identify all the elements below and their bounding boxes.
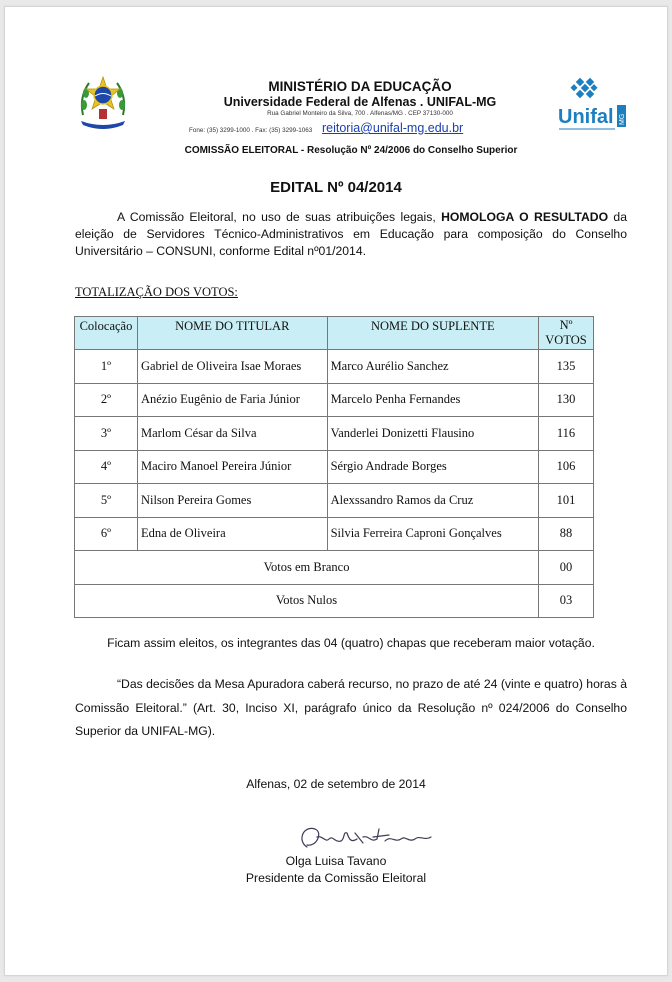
cell-position: 2º: [75, 383, 138, 417]
cell-titular: Anézio Eugênio de Faria Júnior: [137, 383, 327, 417]
header-votes-line2: VOTOS: [545, 333, 587, 347]
cell-votes: 101: [539, 484, 594, 518]
table-header-row: [75, 317, 594, 350]
cell-votes: 116: [539, 417, 594, 451]
unifal-logo-icon: [557, 77, 629, 133]
header-votes: [539, 317, 594, 350]
cell-suplente: Alexssandro Ramos da Cruz: [327, 484, 538, 518]
blank-votes-count: 00: [539, 551, 594, 585]
table-row: [75, 383, 594, 417]
table-row: [75, 417, 594, 451]
brazil-coat-of-arms-icon: [77, 75, 129, 131]
header-titular: NOME DO TITULAR: [137, 317, 327, 350]
table-row: [75, 517, 594, 551]
contact-line: [189, 121, 529, 135]
phone-numbers: Fone: (35) 3299-1000 . Fax: (35) 3299-1063: [189, 127, 313, 134]
email-link[interactable]: reitoria@unifal-mg.edu.br: [321, 121, 464, 135]
cell-votes: 106: [539, 450, 594, 484]
university-name: Universidade Federal de Alfenas . UNIFAL-MG: [223, 95, 497, 109]
blank-votes-label: Votos em Branco: [75, 551, 539, 585]
cell-votes: 88: [539, 517, 594, 551]
cell-position: 1º: [75, 350, 138, 384]
cell-titular: Maciro Manoel Pereira Júnior: [137, 450, 327, 484]
intro-text-b: da eleição de Servidores Técnico-Administrativos em Educação para composição do Conselho Universitário – CONSUNI, conforme Edital nº01/2014.: [75, 210, 627, 258]
signer-role: Presidente da Comissão Eleitoral: [245, 871, 427, 885]
document-title: EDITAL Nº 04/2014: [270, 179, 402, 196]
header-votes-line1: Nº: [559, 318, 573, 332]
cell-titular: Nilson Pereira Gomes: [137, 484, 327, 518]
cell-suplente: Silvia Ferreira Caproni Gonçalves: [327, 517, 538, 551]
header-suplente: NOME DO SUPLENTE: [327, 317, 538, 350]
null-votes-label: Votos Nulos: [75, 584, 539, 618]
intro-text-a: A Comissão Eleitoral, no uso de suas atribuições legais,: [117, 210, 442, 224]
cell-position: 4º: [75, 450, 138, 484]
document-page: [4, 6, 668, 976]
cell-suplente: Sérgio Andrade Borges: [327, 450, 538, 484]
address-line: Rua Gabriel Monteiro da Silva, 700 . Alfenas/MG . CEP 37130-000: [267, 110, 453, 117]
intro-bold-text: HOMOLOGA O RESULTADO: [441, 210, 609, 224]
table-row: [75, 450, 594, 484]
place-date: Alfenas, 02 de setembro de 2014: [246, 777, 426, 791]
null-votes-row: [75, 584, 594, 618]
cell-suplente: Vanderlei Donizetti Flausino: [327, 417, 538, 451]
cell-titular: Gabriel de Oliveira Isae Moraes: [137, 350, 327, 384]
header-position: Colocação: [75, 317, 138, 350]
elected-paragraph: Ficam assim eleitos, os integrantes das 04 (quatro) chapas que receberam maior votação.: [107, 636, 595, 650]
cell-titular: Marlom César da Silva: [137, 417, 327, 451]
null-votes-count: 03: [539, 584, 594, 618]
cell-votes: 130: [539, 383, 594, 417]
cell-position: 3º: [75, 417, 138, 451]
totals-heading: TOTALIZAÇÃO DOS VOTOS:: [75, 285, 238, 299]
cell-position: 5º: [75, 484, 138, 518]
intro-paragraph: [75, 209, 627, 260]
appeal-paragraph: “Das decisões da Mesa Apuradora caberá recurso, no prazo de até 24 (vinte e quatro) horas à Comissão Eleitoral.” (Art. 30, Inciso XI, parágrafo único da Resolução nº 024/2006 do Conselho Superior da UNIFAL-MG).: [75, 677, 627, 738]
signer-name: Olga Luisa Tavano: [285, 854, 387, 868]
table-row: [75, 350, 594, 384]
ministry-heading: MINISTÉRIO DA EDUCAÇÃO: [268, 79, 452, 94]
handwritten-signature: [293, 821, 443, 855]
blank-votes-row: [75, 551, 594, 585]
table-row: [75, 484, 594, 518]
logo-text: Unifal: [558, 106, 614, 128]
cell-position: 6º: [75, 517, 138, 551]
cell-suplente: Marco Aurélio Sanchez: [327, 350, 538, 384]
cell-votes: 135: [539, 350, 594, 384]
logo-badge: MG: [619, 113, 626, 125]
cell-titular: Edna de Oliveira: [137, 517, 327, 551]
commission-heading: COMISSÃO ELEITORAL - Resolução Nº 24/2006 do Conselho Superior: [184, 145, 518, 156]
cell-suplente: Marcelo Penha Fernandes: [327, 383, 538, 417]
results-table: [74, 316, 594, 618]
